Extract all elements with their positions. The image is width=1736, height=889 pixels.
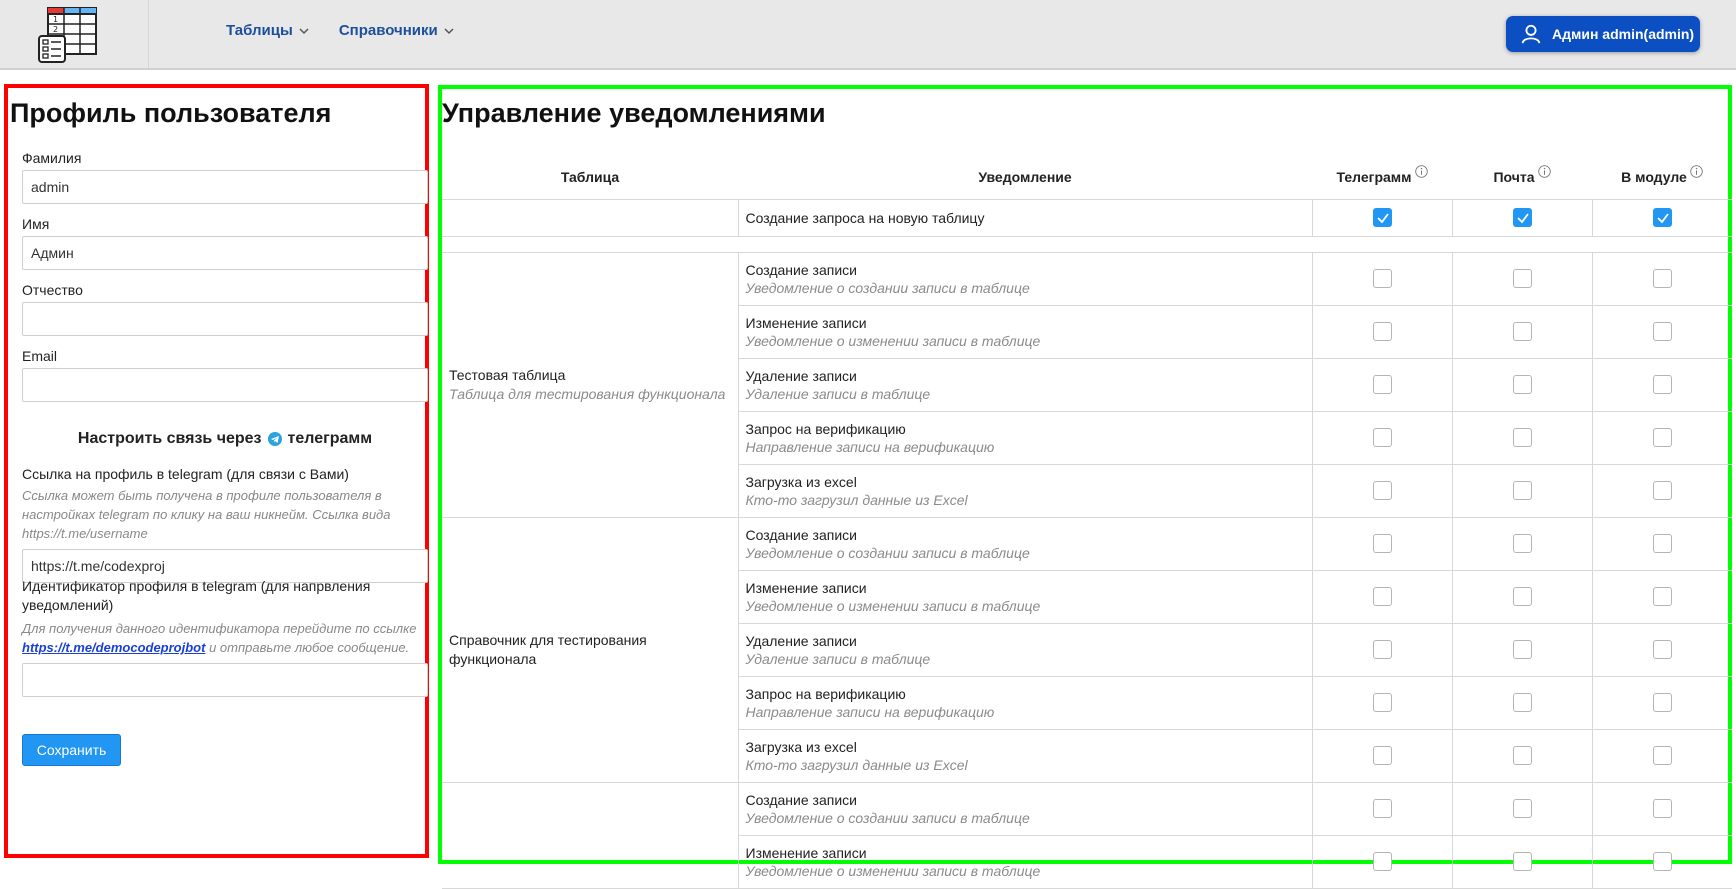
- svg-text:1: 1: [53, 15, 59, 24]
- info-icon[interactable]: [1415, 165, 1428, 178]
- notification-title: Создание записи: [745, 261, 857, 278]
- module-checkbox[interactable]: [1653, 375, 1672, 394]
- notification-cell: [738, 305, 1312, 358]
- save-button[interactable]: Сохранить: [22, 734, 121, 766]
- table-row: [442, 782, 1732, 835]
- telegram-cell: [1312, 358, 1452, 411]
- notification-cell: [738, 570, 1312, 623]
- mail-checkbox[interactable]: [1513, 852, 1532, 871]
- notification-subtitle: Уведомление о изменении записи в таблице: [745, 597, 1041, 614]
- mail-checkbox[interactable]: [1513, 534, 1532, 553]
- module-checkbox[interactable]: [1653, 322, 1672, 341]
- telegram-cell: [1312, 252, 1452, 305]
- telegram-checkbox[interactable]: [1373, 640, 1392, 659]
- telegram-cell: [1312, 729, 1452, 782]
- telegram-section-title: [22, 430, 428, 448]
- info-icon[interactable]: [1538, 165, 1551, 178]
- telegram-checkbox[interactable]: [1373, 799, 1392, 818]
- logo-divider: [148, 0, 149, 68]
- module-cell: [1592, 411, 1732, 464]
- telegram-cell: [1312, 676, 1452, 729]
- module-checkbox[interactable]: [1653, 799, 1672, 818]
- table-group-cell: [442, 517, 738, 782]
- telegram-cell: [1312, 199, 1452, 236]
- notification-title: Удаление записи: [745, 632, 857, 649]
- email-field[interactable]: [22, 368, 428, 402]
- telegram-cell: [1312, 517, 1452, 570]
- module-cell: [1592, 517, 1732, 570]
- telegram-icon: [268, 432, 282, 446]
- mail-checkbox[interactable]: [1513, 587, 1532, 606]
- spacer-cell: [442, 236, 1732, 252]
- telegram-cell: [1312, 623, 1452, 676]
- mail-cell: [1452, 464, 1592, 517]
- telegram-checkbox[interactable]: [1373, 375, 1392, 394]
- notifications-title: Управление уведомлениями: [442, 98, 826, 128]
- notifications-body: [442, 199, 1732, 888]
- telegram-title-post: телеграмм: [287, 430, 373, 447]
- mail-checkbox[interactable]: [1513, 799, 1532, 818]
- module-checkbox[interactable]: [1653, 640, 1672, 659]
- notification-subtitle: Уведомление о изменении записи в таблице: [745, 332, 1041, 349]
- email-group: [22, 348, 428, 402]
- notification-cell: [738, 782, 1312, 835]
- mail-cell: [1452, 199, 1592, 236]
- user-icon: [1520, 23, 1542, 45]
- module-cell: [1592, 782, 1732, 835]
- notification-cell: [738, 623, 1312, 676]
- table-header-row: [442, 145, 1732, 199]
- notification-cell: [738, 517, 1312, 570]
- notification-title: Изменение записи: [745, 844, 867, 861]
- notification-subtitle: Кто-то загрузил данные из Excel: [745, 491, 968, 508]
- notification-title: Удаление записи: [745, 367, 857, 384]
- user-menu-button[interactable]: [1506, 16, 1700, 52]
- mail-cell: [1452, 623, 1592, 676]
- top-bar: [0, 0, 1736, 70]
- last-name-label: Фамилия: [22, 150, 82, 166]
- telegram-checkbox[interactable]: [1373, 208, 1392, 227]
- telegram-checkbox[interactable]: [1373, 534, 1392, 553]
- notification-subtitle: Удаление записи в таблице: [745, 650, 931, 667]
- main-nav: [226, 22, 454, 39]
- table-group-cell: [442, 252, 738, 517]
- profile-panel: [4, 84, 429, 858]
- header-telegram-label: Телеграмм: [1336, 168, 1412, 185]
- telegram-cell: [1312, 782, 1452, 835]
- header-table: Таблица: [442, 145, 738, 199]
- nav-directories[interactable]: [339, 22, 454, 39]
- header-mail: [1452, 145, 1592, 199]
- module-checkbox[interactable]: [1653, 269, 1672, 288]
- first-name-group: [22, 216, 428, 270]
- notification-cell: [738, 676, 1312, 729]
- notification-cell: [738, 252, 1312, 305]
- nav-tables-label: Таблицы: [226, 22, 293, 39]
- chevron-down-icon: [444, 26, 454, 36]
- telegram-checkbox[interactable]: [1373, 269, 1392, 288]
- mail-cell: [1452, 517, 1592, 570]
- table-row: [442, 252, 1732, 305]
- mail-checkbox[interactable]: [1513, 693, 1532, 712]
- notification-title: Изменение записи: [745, 314, 867, 331]
- module-checkbox[interactable]: [1653, 428, 1672, 447]
- notification-title: Запрос на верификацию: [745, 685, 906, 702]
- module-checkbox[interactable]: [1653, 746, 1672, 765]
- notification-subtitle: Направление записи на верификацию: [745, 703, 995, 720]
- group-subtitle: Таблица для тестирования функционала: [449, 385, 726, 402]
- middle-name-field[interactable]: [22, 302, 428, 336]
- notification-subtitle: Направление записи на верификацию: [745, 438, 995, 455]
- mail-checkbox[interactable]: [1513, 269, 1532, 288]
- telegram-title-pre: Настроить связь через: [77, 430, 262, 447]
- middle-name-label: Отчество: [22, 282, 83, 298]
- notification-subtitle: Уведомление о создании записи в таблице: [745, 279, 1030, 296]
- last-name-group: [22, 150, 428, 204]
- mail-cell: [1452, 411, 1592, 464]
- tg-link-group: [22, 466, 428, 583]
- notification-cell: [738, 464, 1312, 517]
- tg-id-label: Идентификатор профиля в telegram (для напрвления уведомлений): [22, 578, 371, 613]
- mail-checkbox[interactable]: [1513, 481, 1532, 500]
- mail-cell: [1452, 835, 1592, 888]
- table-cell-empty: [442, 199, 738, 236]
- mail-checkbox[interactable]: [1513, 322, 1532, 341]
- info-icon[interactable]: [1690, 165, 1703, 178]
- table-row: [442, 199, 1732, 236]
- tg-id-help-post: и отправьте любое сообщение.: [209, 640, 410, 655]
- profile-title: Профиль пользователя: [10, 98, 332, 128]
- mail-cell: [1452, 358, 1592, 411]
- notification-cell: [738, 729, 1312, 782]
- module-checkbox[interactable]: [1653, 587, 1672, 606]
- module-checkbox[interactable]: [1653, 693, 1672, 712]
- telegram-cell: [1312, 411, 1452, 464]
- telegram-cell: [1312, 835, 1452, 888]
- nav-directories-label: Справочники: [338, 22, 438, 39]
- tg-id-help: [22, 619, 428, 657]
- table-spacer-row: [442, 236, 1732, 252]
- header-module: [1592, 145, 1732, 199]
- tg-link-help: Ссылка может быть получена в профиле пользователя в настройках telegram по клику на ваш никнейм. Ссылка вида https://t.me/username: [22, 488, 391, 541]
- header-telegram: [1312, 145, 1452, 199]
- notification-subtitle: Удаление записи в таблице: [745, 385, 931, 402]
- telegram-checkbox[interactable]: [1373, 693, 1392, 712]
- chevron-down-icon: [299, 26, 309, 36]
- notification-title: Создание записи: [745, 526, 857, 543]
- notification-cell: [738, 411, 1312, 464]
- telegram-checkbox[interactable]: [1373, 746, 1392, 765]
- mail-cell: [1452, 252, 1592, 305]
- notification-cell: [738, 835, 1312, 888]
- mail-checkbox[interactable]: [1513, 208, 1532, 227]
- mail-checkbox[interactable]: [1513, 428, 1532, 447]
- notification-title: Запрос на верификацию: [745, 420, 906, 437]
- telegram-cell: [1312, 305, 1452, 358]
- notification-subtitle: Кто-то загрузил данные из Excel: [745, 756, 968, 773]
- first-name-label: Имя: [22, 216, 50, 232]
- module-cell: [1592, 358, 1732, 411]
- module-cell: [1592, 835, 1732, 888]
- logo-icon[interactable]: [38, 6, 100, 64]
- table-row: [442, 517, 1732, 570]
- telegram-checkbox[interactable]: [1373, 428, 1392, 447]
- table-group-cell: [442, 782, 738, 888]
- telegram-checkbox[interactable]: [1373, 322, 1392, 341]
- mail-cell: [1452, 729, 1592, 782]
- mail-checkbox[interactable]: [1513, 375, 1532, 394]
- module-cell: [1592, 570, 1732, 623]
- email-label: Email: [22, 348, 58, 364]
- notifications-panel: [438, 85, 1732, 879]
- header-module-label: В модуле: [1621, 168, 1687, 185]
- module-checkbox[interactable]: [1653, 852, 1672, 871]
- header-mail-label: Почта: [1493, 168, 1535, 185]
- notification-subtitle: Уведомление о изменении записи в таблице: [745, 862, 1041, 879]
- notification-subtitle: Уведомление о создании записи в таблице: [745, 544, 1030, 561]
- mail-checkbox[interactable]: [1513, 640, 1532, 659]
- notification-title: Создание запроса на новую таблицу: [745, 209, 985, 226]
- notification-title: Загрузка из excel: [745, 738, 857, 755]
- group-title: Справочник для тестирования функционала: [449, 631, 647, 667]
- telegram-cell: [1312, 570, 1452, 623]
- tg-bot-link[interactable]: https://t.me/democodeprojbot: [22, 640, 206, 655]
- mail-checkbox[interactable]: [1513, 746, 1532, 765]
- module-cell: [1592, 199, 1732, 236]
- notification-title: Загрузка из excel: [745, 473, 857, 490]
- telegram-checkbox[interactable]: [1373, 481, 1392, 500]
- notifications-table: [442, 145, 1732, 889]
- notification-title: Изменение записи: [745, 579, 867, 596]
- mail-cell: [1452, 676, 1592, 729]
- group-title: Тестовая таблица: [449, 366, 566, 383]
- telegram-checkbox[interactable]: [1373, 852, 1392, 871]
- module-cell: [1592, 676, 1732, 729]
- header-notification: Уведомление: [738, 145, 1312, 199]
- notification-title: Создание записи: [745, 791, 857, 808]
- first-name-field[interactable]: [22, 236, 428, 270]
- notification-subtitle: Уведомление о создании записи в таблице: [745, 809, 1030, 826]
- mail-cell: [1452, 305, 1592, 358]
- module-checkbox[interactable]: [1653, 534, 1672, 553]
- notification-cell: [738, 358, 1312, 411]
- tg-link-label: Ссылка на профиль в telegram (для связи с Вами): [22, 466, 349, 482]
- module-cell: [1592, 305, 1732, 358]
- telegram-checkbox[interactable]: [1373, 587, 1392, 606]
- nav-tables[interactable]: [226, 22, 309, 39]
- module-checkbox[interactable]: [1653, 208, 1672, 227]
- notification-cell: [738, 199, 1312, 236]
- module-cell: [1592, 464, 1732, 517]
- last-name-field[interactable]: [22, 170, 428, 204]
- user-name: Админ admin(admin): [1552, 26, 1695, 42]
- module-cell: [1592, 623, 1732, 676]
- telegram-cell: [1312, 464, 1452, 517]
- mail-cell: [1452, 782, 1592, 835]
- tg-id-field[interactable]: [22, 663, 428, 697]
- module-checkbox[interactable]: [1653, 481, 1672, 500]
- module-cell: [1592, 252, 1732, 305]
- tg-id-group: [22, 577, 428, 697]
- svg-text:2: 2: [53, 25, 59, 34]
- module-cell: [1592, 729, 1732, 782]
- middle-name-group: [22, 282, 428, 336]
- tg-id-help-pre: Для получения данного идентификатора перейдите по ссылке: [22, 621, 417, 636]
- mail-cell: [1452, 570, 1592, 623]
